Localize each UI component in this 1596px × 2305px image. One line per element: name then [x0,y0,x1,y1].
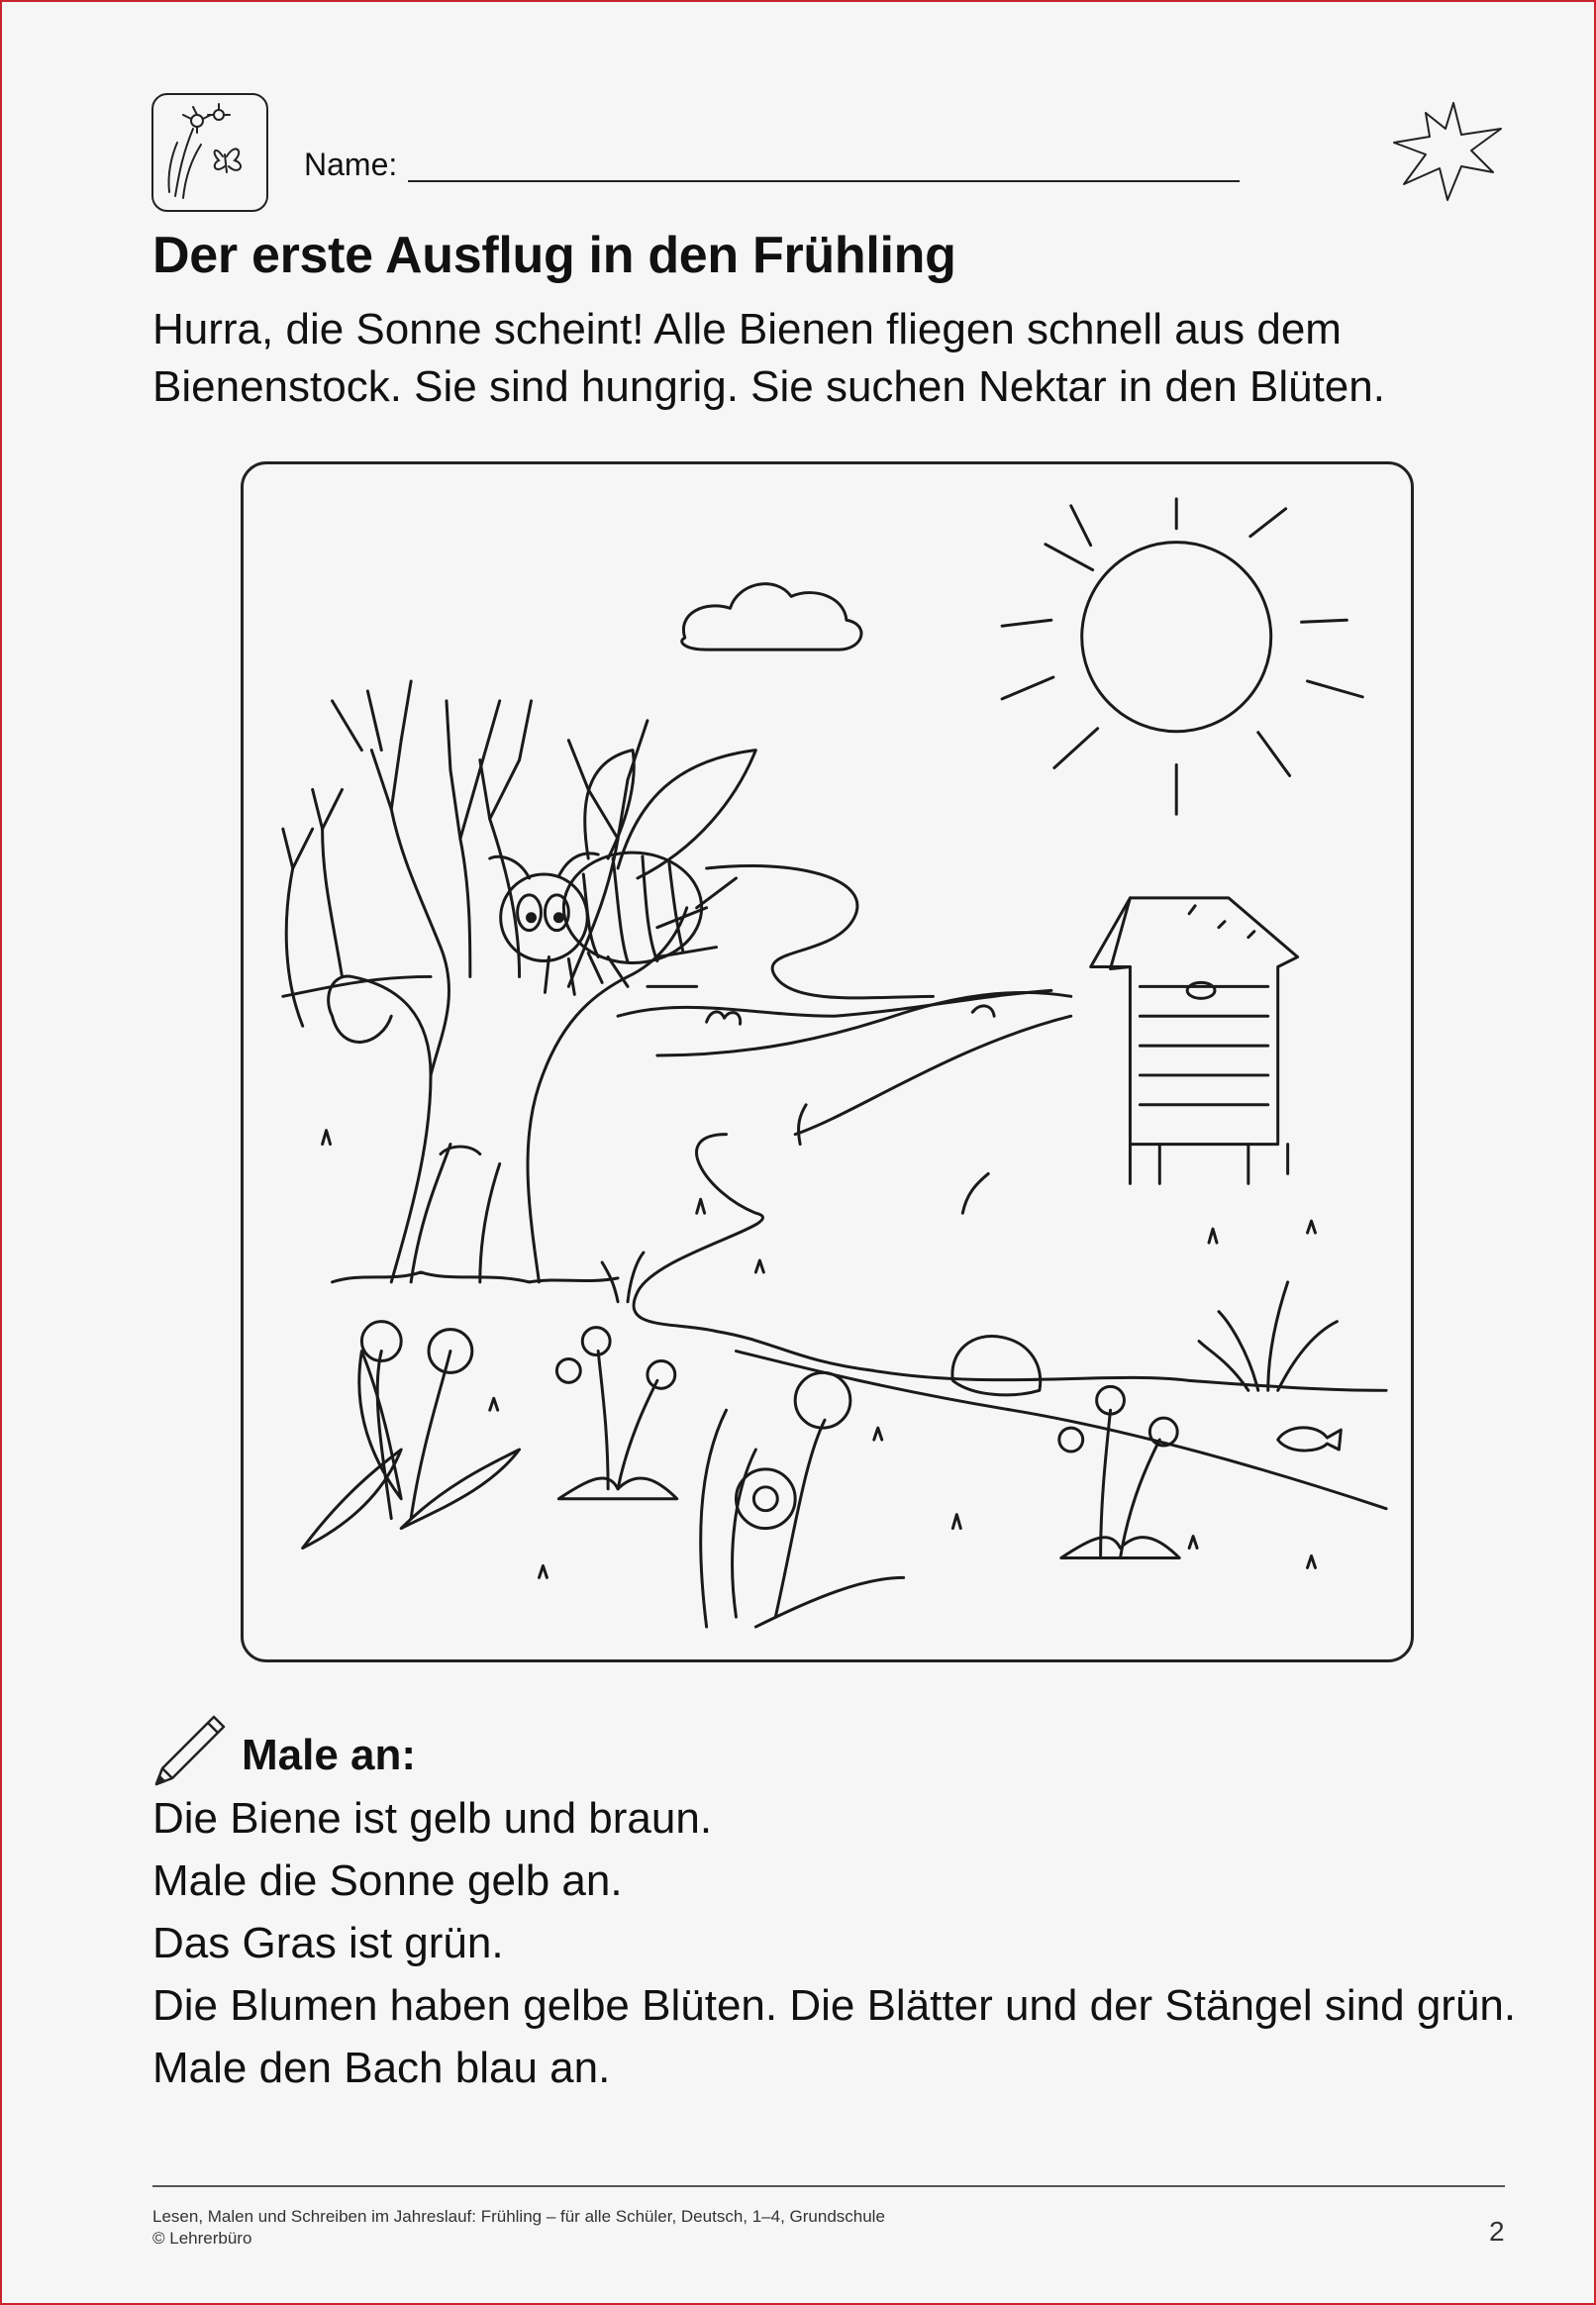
task-item: Die Biene ist gelb und braun. [152,1794,713,1843]
stream-drawing [634,1135,1386,1391]
coloring-picture[interactable] [241,461,1414,1662]
beehive-drawing [1091,898,1298,1184]
footer-credits [152,2206,885,2250]
task-item: Die Blumen haben gelbe Blüten. Die Blätter und der Stängel sind grün. [152,1981,1517,2030]
page-number: 2 [1489,2216,1505,2247]
flight-trail [707,865,934,997]
star-icon [1390,99,1505,204]
bee-drawing [490,751,756,995]
name-line[interactable] [408,180,1240,182]
flower-butterfly-icon [151,93,268,212]
daffodil-drawing [701,1372,904,1627]
cloud-drawing [682,584,861,650]
intro-text: Hurra, die Sonne scheint! Alle Bienen fliegen schnell aus dem Bienenstock. Sie sind hungrig. Sie suchen Nektar in den Blüten. [152,305,1385,411]
task-list [152,1790,1539,2102]
rock-drawing [952,1337,1041,1395]
name-label: Name: [304,147,398,182]
worksheet-title: Der erste Ausflug in den Frühling [152,227,956,284]
pencil-icon [150,1711,230,1790]
footer-line-2: © Lehrerbüro [152,2229,252,2248]
footer-divider [152,2185,1505,2187]
footer-line-1: Lesen, Malen und Schreiben im Jahreslauf: Frühling – für alle Schüler, Deutsch, 1–4, Grundschule [152,2207,885,2226]
sun-drawing [1002,499,1362,814]
task-heading: Male an: [242,1731,417,1779]
primrose-right-drawing [1059,1386,1179,1557]
task-item: Male den Bach blau an. [152,2044,611,2092]
task-item: Das Gras ist grün. [152,1919,504,1967]
tree-drawing [283,681,737,1282]
path-drawing [657,992,1071,1055]
task-item: Male die Sonne gelb an. [152,1856,623,1905]
reeds-drawing [602,1105,1337,1391]
dandelion-drawing [303,1322,520,1549]
primrose-drawing [556,1328,676,1499]
fish-drawing [1278,1428,1342,1451]
